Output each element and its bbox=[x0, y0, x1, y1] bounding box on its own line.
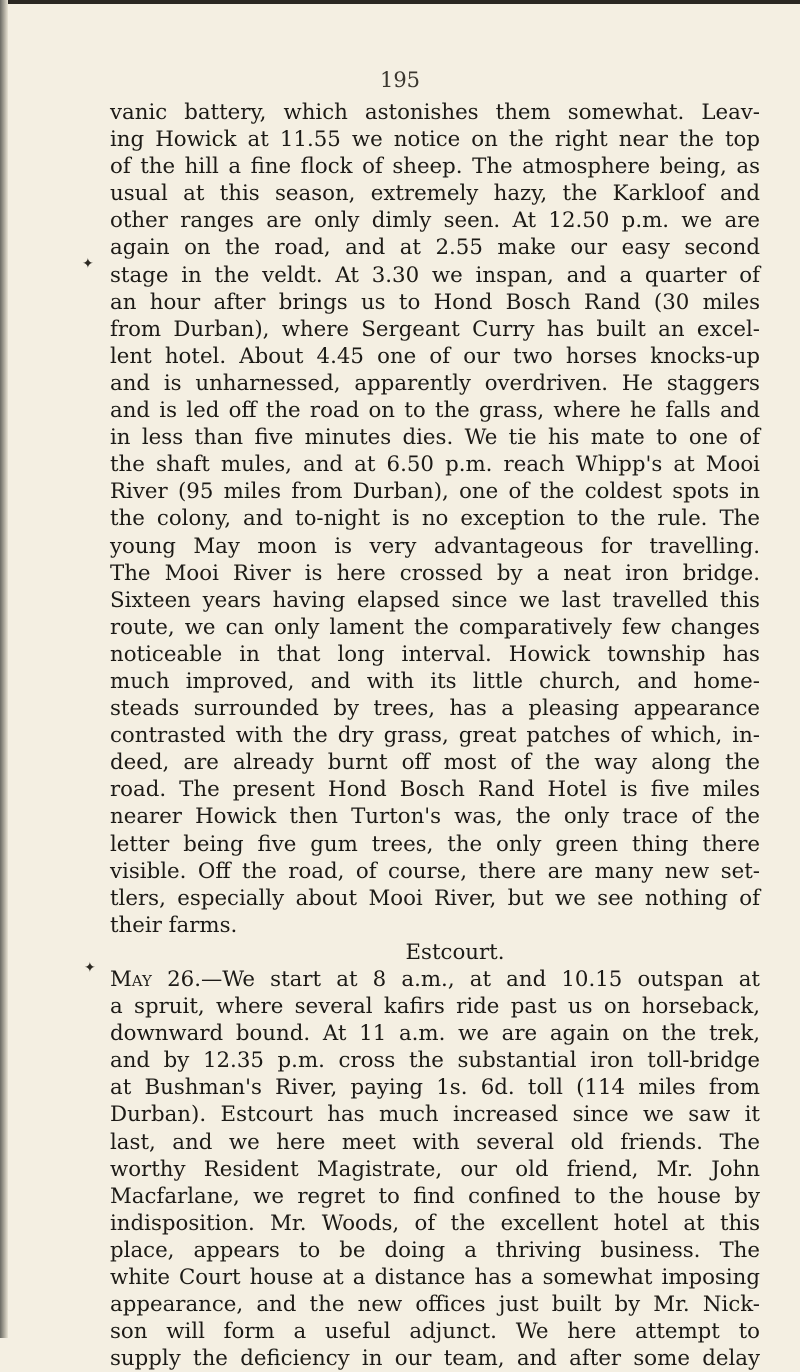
text-line: their farms. bbox=[110, 912, 238, 938]
page-binding-edge bbox=[0, 0, 8, 1338]
text-line: much improved, and with its little church, and home- bbox=[110, 668, 760, 694]
text-line: from Durban), where Sergeant Curry has built an excel- bbox=[110, 316, 760, 342]
text-line: the colony, and to-night is no exception to the rule. The bbox=[110, 506, 760, 532]
text-line: Durban). Estcourt has much increased since we saw it bbox=[110, 1102, 760, 1128]
text-line: the shaft mules, and at 6.50 p.m. reach Whipp's at Mooi bbox=[110, 452, 760, 478]
text-line: Macfarlane, we regret to find confined to the house by bbox=[110, 1183, 760, 1209]
text-line: son will form a useful adjunct. We here attempt to bbox=[110, 1319, 760, 1345]
text-line: River (95 miles from Durban), one of the coldest spots in bbox=[110, 479, 760, 505]
text-line: The Mooi River is here crossed by a neat iron bridge. bbox=[110, 560, 760, 586]
text-line: route, we can only lament the comparatively few changes bbox=[110, 614, 760, 640]
text-line: last, and we here meet with several old friends. The bbox=[110, 1129, 760, 1155]
text-line: road. The present Hond Bosch Rand Hotel is five miles bbox=[110, 777, 760, 803]
text-line: Sixteen years having elapsed since we last travelled this bbox=[110, 587, 760, 613]
text-line: and is unharnessed, apparently overdriven. He staggers bbox=[110, 370, 760, 396]
page-number: 195 bbox=[379, 68, 421, 92]
text-line: appearance, and the new offices just built by Mr. Nick- bbox=[110, 1292, 760, 1318]
text-line: tlers, especially about Mooi River, but we see nothing of bbox=[110, 885, 760, 911]
text-line: place, appears to be doing a thriving business. The bbox=[110, 1237, 760, 1263]
text-line: and is led off the road on to the grass, where he falls and bbox=[110, 398, 760, 424]
text-line: ing Howick at 11.55 we notice on the right near the top bbox=[110, 127, 760, 153]
text-line: young May moon is very advantageous for travelling. bbox=[110, 533, 760, 559]
text-line: stage in the veldt. At 3.30 we inspan, and a quarter of bbox=[110, 262, 760, 288]
text-line: nearer Howick then Turton's was, the only trace of the bbox=[110, 804, 760, 830]
text-line: lent hotel. About 4.45 one of our two horses knocks-up bbox=[110, 343, 760, 369]
text-line: visible. Off the road, of course, there are many new set- bbox=[110, 858, 760, 884]
text-line: downward bound. At 11 a.m. we are again on the trek, bbox=[110, 1021, 760, 1047]
text-line: deed, are already burnt off most of the way along the bbox=[110, 750, 760, 776]
text-line: contrasted with the dry grass, great patches of which, in- bbox=[110, 723, 760, 749]
text-line: and by 12.35 p.m. cross the substantial iron toll-bridge bbox=[110, 1048, 760, 1074]
text-line: white Court house at a distance has a somewhat imposing bbox=[110, 1265, 760, 1291]
text-line: again on the road, and at 2.55 make our easy second bbox=[110, 235, 760, 261]
dated-entry-line bbox=[110, 966, 760, 993]
text-line: 26.—We start at 8 a.m., at and 10.15 outspan at bbox=[151, 967, 760, 992]
text-line: worthy Resident Magistrate, our old friend, Mr. John bbox=[110, 1156, 760, 1182]
section-heading: Estcourt. bbox=[405, 939, 505, 965]
margin-mark-icon: ✦ bbox=[84, 960, 96, 976]
text-line: steads surrounded by trees, has a pleasing appearance bbox=[110, 696, 760, 722]
text-line: noticeable in that long interval. Howick township has bbox=[110, 641, 760, 667]
text-line: vanic battery, which astonishes them somewhat. Leav- bbox=[110, 100, 760, 125]
text-line: letter being five gum trees, the only green thing there bbox=[110, 831, 760, 857]
text-line: other ranges are only dimly seen. At 12.50 p.m. we are bbox=[110, 208, 760, 234]
text-line: usual at this season, extremely hazy, the Karkloof and bbox=[110, 181, 760, 207]
margin-mark-icon: ✦ bbox=[82, 256, 94, 272]
text-line: an hour after brings us to Hond Bosch Rand (30 miles bbox=[110, 289, 760, 315]
date-label: May bbox=[110, 967, 152, 992]
text-line: supply the deficiency in our team, and after some delay bbox=[110, 1346, 760, 1372]
text-line: a spruit, where several kafirs ride past us on horseback, bbox=[110, 994, 760, 1020]
text-line: in less than five minutes dies. We tie his mate to one of bbox=[110, 425, 760, 451]
page-top-edge bbox=[0, 0, 800, 4]
page-body bbox=[110, 99, 760, 1372]
text-line: at Bushman's River, paying 1s. 6d. toll (114 miles from bbox=[110, 1075, 760, 1101]
text-line: indisposition. Mr. Woods, of the excellent hotel at this bbox=[110, 1210, 760, 1236]
text-line: of the hill a fine flock of sheep. The atmosphere being, as bbox=[110, 154, 760, 180]
